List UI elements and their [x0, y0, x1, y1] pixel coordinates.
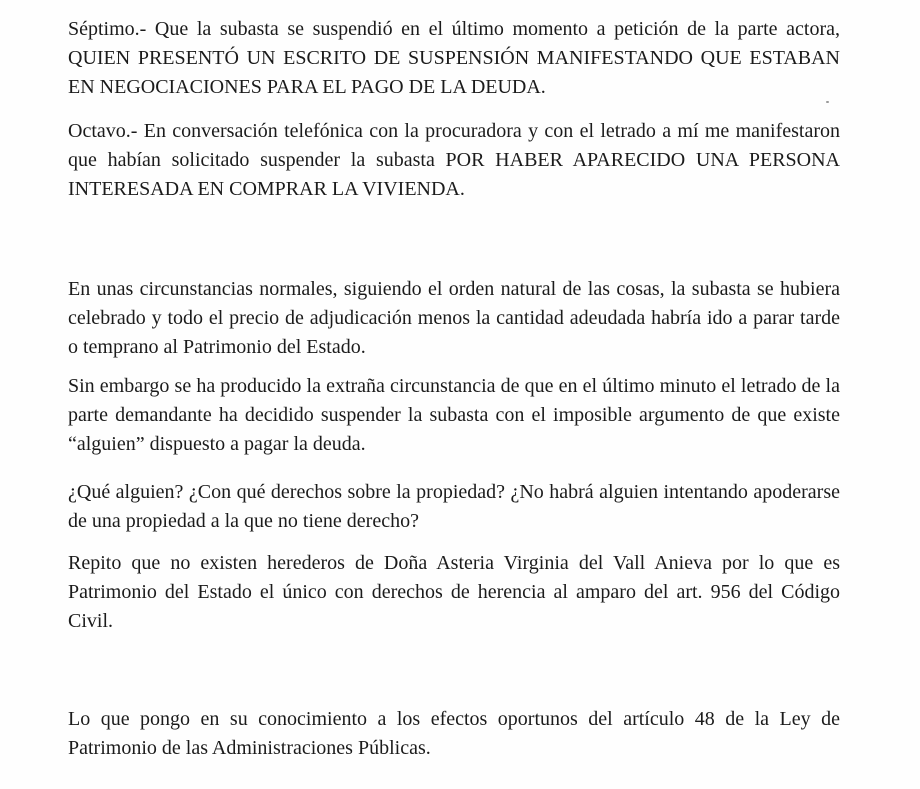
paragraph-circunstancias-normales: En unas circunstancias normales, siguiendo el orden natural de las cosas, la subasta se hubiera celebrado y todo el precio de adjudicación menos la cantidad adeudada habría ido a parar tarde o temprano al Patrimonio del Estado. [68, 278, 840, 358]
paragraph-conclusion: Lo que pongo en su conocimiento a los efectos oportunos del artículo 48 de la Ley de Patrimonio de las Administraciones Públicas. [68, 708, 840, 759]
paragraph-octavo: Octavo.- En conversación telefónica con la procuradora y con el letrado a mí me manifestaron que habían solicitado suspender la subasta POR HABER APARECIDO UNA PERSONA INTERESADA EN COMPRAR LA VIVIENDA. [68, 120, 840, 200]
paragraph-septimo: Séptimo.- Que la subasta se suspendió en el último momento a petición de la parte actora, QUIEN PRESENTÓ UN ESCRITO DE SUSPENSIÓN MANIFESTANDO QUE ESTABAN EN NEGOCIACIONES PARA EL PAGO DE LA DEUDA. [68, 18, 840, 98]
scan-speck [826, 101, 829, 103]
paragraph-preguntas: ¿Qué alguien? ¿Con qué derechos sobre la propiedad? ¿No habrá alguien intentando apoderarse de una propiedad a la que no tiene derecho? [68, 481, 840, 532]
paragraph-herederos: Repito que no existen herederos de Doña Asteria Virginia del Vall Anieva por lo que es Patrimonio del Estado el único con derechos de herencia al amparo del art. 956 del Código Civil. [68, 552, 840, 632]
paragraph-sin-embargo: Sin embargo se ha producido la extraña circunstancia de que en el último minuto el letrado de la parte demandante ha decidido suspender la subasta con el imposible argumento de que existe “alguien” dispuesto a pagar la deuda. [68, 375, 840, 455]
